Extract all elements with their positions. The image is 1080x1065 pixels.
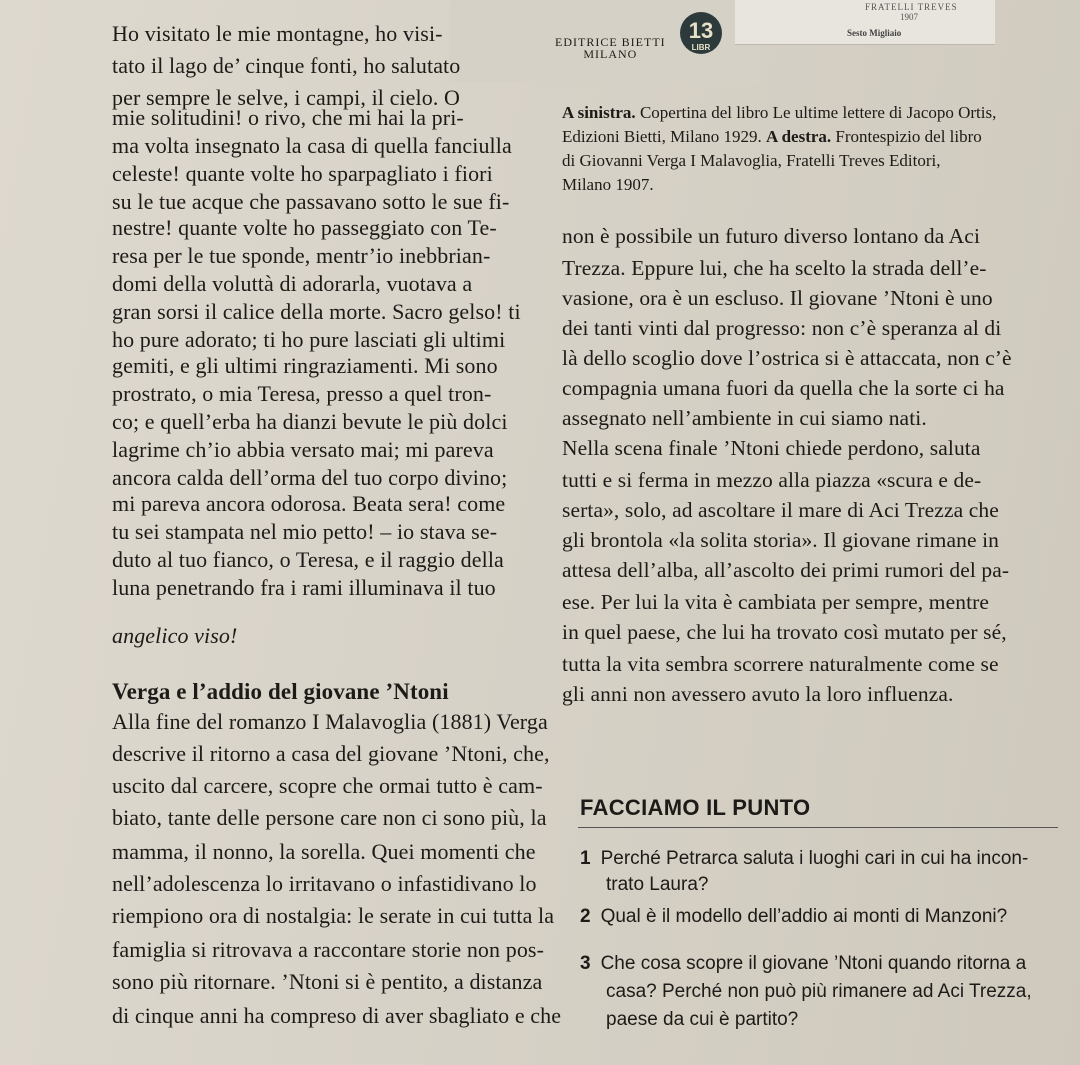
body-text-line: in quel paese, che lui ha trovato così mutato per sé, bbox=[562, 620, 1007, 644]
question-number: 1 bbox=[580, 848, 591, 869]
review-question-line bbox=[606, 980, 1032, 1004]
review-box-title: FACCIAMO IL PUNTO bbox=[580, 795, 811, 820]
publisher-label bbox=[555, 36, 666, 60]
review-question-line bbox=[580, 847, 1028, 871]
body-text-line: dei tanti vinti dal progresso: non c’è speranza al di bbox=[562, 316, 1002, 340]
body-text-line: ancora calda dell’orma del tuo corpo divino; bbox=[112, 465, 508, 490]
body-text-line: tutta la vita sembra scorrere naturalmente come se bbox=[562, 652, 999, 676]
body-text-line: resa per le tue sponde, mentr’io inebbrian- bbox=[112, 243, 491, 268]
body-text-line: assegnato nell’ambiente in cui siamo nati. bbox=[562, 406, 927, 430]
body-text-line: vasione, ora è un escluso. Il giovane ’Ntoni è uno bbox=[562, 286, 993, 310]
body-text-line: riempiono ora di nostalgia: le serate in cui tutta la bbox=[112, 903, 555, 928]
body-text-line: gli brontola «la solita storia». Il giovane rimane in bbox=[562, 528, 999, 552]
body-text-line: sono più ritornare. ’Ntoni si è pentito, a distanza bbox=[112, 969, 543, 994]
body-text-line: tutti e si ferma in mezzo alla piazza «scura e de- bbox=[562, 468, 982, 492]
review-question-line bbox=[580, 905, 1007, 929]
body-text-line: Alla fine del romanzo I Malavoglia (1881) Verga bbox=[112, 709, 548, 734]
review-question-line bbox=[580, 952, 1026, 976]
review-question-line bbox=[606, 1008, 798, 1032]
body-text-line: celeste! quante volte ho sparpagliato i fiori bbox=[112, 161, 493, 186]
image-caption-line bbox=[562, 102, 996, 124]
question-number: 3 bbox=[580, 953, 591, 974]
body-text-line: mie solitudini! o rivo, che mi hai la pri- bbox=[112, 105, 464, 130]
body-text-line: gemiti, e gli ultimi ringraziamenti. Mi sono bbox=[112, 353, 498, 378]
body-text-line: gli anni non avessero avuto la loro influenza. bbox=[562, 682, 954, 706]
question-text: trato Laura? bbox=[606, 874, 709, 895]
logo-sub: LIBR bbox=[691, 43, 711, 52]
image-caption-line bbox=[562, 126, 982, 148]
question-number: 2 bbox=[580, 906, 591, 927]
front-brand: FRATELLI TREVES bbox=[865, 2, 958, 12]
body-text-line: domi della voluttà di adorarla, vuotava a bbox=[112, 271, 473, 296]
body-text-line: famiglia si ritrovava a raccontare storie non pos- bbox=[112, 937, 545, 962]
review-question-line bbox=[606, 873, 708, 897]
body-text-line: prostrato, o mia Teresa, presso a quel tron- bbox=[112, 381, 492, 406]
body-text-line: attesa dell’alba, all’ascolto dei primi rumori del pa- bbox=[562, 558, 1010, 582]
body-text-line: ese. Per lui la vita è cambiata per sempre, mentre bbox=[562, 590, 990, 614]
body-text-line: ho pure adorato; ti ho pure lasciati gli ultimi bbox=[112, 327, 506, 352]
caption-right-label: A destra. bbox=[765, 127, 832, 146]
review-box-rule bbox=[578, 827, 1058, 828]
publisher-logo bbox=[680, 12, 722, 54]
caption-text: Frontespizio del libro bbox=[831, 127, 982, 146]
body-text-line: Trezza. Eppure lui, che ha scelto la strada dell’e- bbox=[562, 256, 987, 280]
publisher-city: MILANO bbox=[583, 47, 638, 61]
body-text-line: lagrime ch’io abbia versato mai; mi pareva bbox=[112, 437, 494, 462]
front-year: 1907 bbox=[900, 12, 918, 22]
body-text-line: gran sorsi il calice della morte. Sacro gelso! ti bbox=[112, 299, 521, 324]
question-text: Che cosa scopre il giovane ’Ntoni quando ritorna a bbox=[600, 953, 1027, 974]
body-text-line: co; e quell’erba ha dianzi bevute le più dolci bbox=[112, 409, 508, 434]
body-text-line: tato il lago de’ cinque fonti, ho salutato bbox=[112, 53, 461, 78]
body-text-line: là dello scoglio dove l’ostrica si è attaccata, non c’è bbox=[562, 346, 1012, 370]
body-text-line: Nella scena finale ’Ntoni chiede perdono, saluta bbox=[562, 436, 981, 460]
body-text-line: biato, tante delle persone care non ci sono più, la bbox=[112, 805, 547, 830]
body-text-line: Ho visitato le mie montagne, ho visi- bbox=[112, 21, 443, 46]
body-text-line: uscito dal carcere, scopre che ormai tutto è cam- bbox=[112, 773, 543, 798]
body-text-line: ma volta insegnato la casa di quella fanciulla bbox=[112, 133, 512, 158]
section-heading: Verga e l’addio del giovane ’Ntoni bbox=[112, 679, 449, 704]
question-text: paese da cui è partito? bbox=[606, 1009, 799, 1030]
body-text-line: serta», solo, ad ascoltare il mare di Aci Trezza che bbox=[562, 498, 999, 522]
caption-text: Edizioni Bietti, Milano 1929. bbox=[562, 127, 766, 146]
body-text-line: luna penetrando fra i rami illuminava il tuo bbox=[112, 575, 496, 600]
body-text-line: non è possibile un futuro diverso lontano da Aci bbox=[562, 224, 981, 248]
body-text-line: per sempre le selve, i campi, il cielo. O bbox=[112, 85, 461, 110]
caption-left-label: A sinistra. bbox=[562, 103, 636, 122]
logo-number: 13 bbox=[688, 18, 714, 43]
caption-text: Copertina del libro Le ultime lettere di Jacopo Ortis, bbox=[635, 103, 997, 122]
question-text: Perché Petrarca saluta i luoghi cari in cui ha incon- bbox=[600, 848, 1029, 869]
image-caption-line: Milano 1907. bbox=[562, 175, 654, 194]
body-text-line: descrive il ritorno a casa del giovane ’Ntoni, che, bbox=[112, 741, 550, 766]
frontispiece-image bbox=[735, 0, 995, 45]
body-text-line: di cinque anni ha compreso di aver sbagliato e che bbox=[112, 1003, 562, 1028]
question-text: Qual è il modello dell’addio ai monti di Manzoni? bbox=[600, 906, 1008, 927]
body-text-line: su le tue acque che passavano sotto le sue fi- bbox=[112, 189, 510, 214]
body-text-line: tu sei stampata nel mio petto! – io stava se- bbox=[112, 519, 498, 544]
body-text-line: angelico viso! bbox=[112, 623, 238, 648]
body-text-line: nell’adolescenza lo irritavano o infastidivano lo bbox=[112, 871, 537, 896]
body-text-line: mamma, il nonno, la sorella. Quei momenti che bbox=[112, 839, 536, 864]
image-caption-line: di Giovanni Verga I Malavoglia, Fratelli Treves Editori, bbox=[562, 151, 941, 170]
question-text: casa? Perché non può più rimanere ad Aci Trezza, bbox=[606, 981, 1032, 1002]
body-text-line: duto al tuo fianco, o Teresa, e il raggio della bbox=[112, 547, 504, 572]
front-author: Sesto Migliaio bbox=[847, 28, 902, 38]
body-text-line: nestre! quante volte ho passeggiato con Te- bbox=[112, 215, 497, 240]
body-text-line: compagnia umana fuori da quella che la sorte ci ha bbox=[562, 376, 1005, 400]
publisher-name: EDITRICE BIETTI bbox=[555, 35, 666, 49]
body-text-line: mi pareva ancora odorosa. Beata sera! come bbox=[112, 491, 506, 516]
